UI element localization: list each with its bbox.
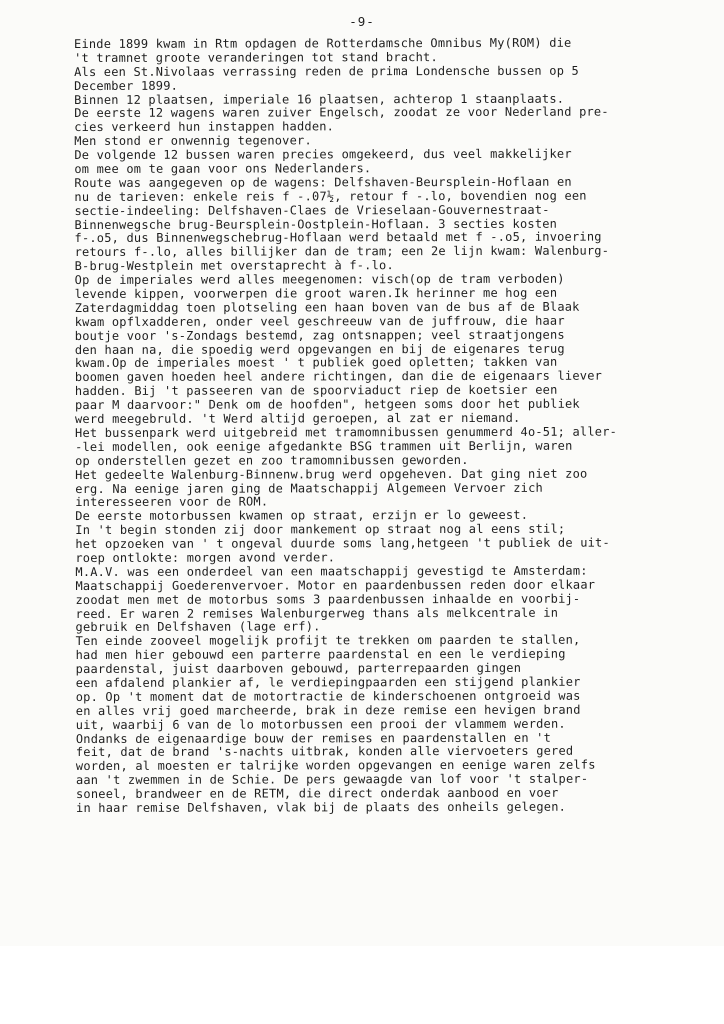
text-line: sectie-indeeling: Delfshaven-Claes de Vrieselaan-Gouvernestraat- bbox=[74, 202, 550, 218]
text-line: Route was aangegeven op de wagens: Delfshaven-Beursplein-Hoflaan en bbox=[74, 174, 572, 190]
text-line: uit, waarbij 6 van de lo motorbussen een prooi der vlammem werden. bbox=[75, 716, 566, 732]
text-line: boutje voor 's-Zondags bestemd, zag ontsnappen; veel straatjongens bbox=[74, 327, 565, 343]
text-line: Ondanks de eigenaardige bouw der remises en paardenstallen en 't bbox=[75, 730, 552, 746]
text-line: het opzoeken van ' t ongeval duurde soms lang,hetgeen 't publiek de uit- bbox=[75, 535, 610, 552]
text-line: De volgende 12 bussen waren precies omgekeerd, dus veel makkelijker bbox=[74, 146, 572, 163]
text-line: zoodat men met de motorbus soms 3 paardenbussen inhaalde en voorbij- bbox=[75, 591, 581, 607]
text-line: had men hier gebouwd een parterre paardenstal en een le verdieping bbox=[75, 646, 566, 663]
text-line: cies verkeerd hun instappen hadden. bbox=[74, 119, 335, 135]
text-line: M.A.V. was een onderdeel van een maatschappij gevestigd te Amsterdam: bbox=[75, 563, 588, 579]
text-line: den haan na, die spoedig werd opgevangen en bij de eigenares terug bbox=[74, 341, 565, 357]
page-number: -9- bbox=[349, 14, 375, 29]
text-line: interesseeren voor de ROM. bbox=[75, 494, 269, 510]
text-line: Het gedeelte Walenburg-Binnenw.brug werd opgeheven. Dat ging niet zoo bbox=[75, 466, 588, 482]
text-line: paar M daarvoor:" Denk om de hoofden", hetgeen soms door het publiek bbox=[74, 396, 580, 413]
text-line: kwam.Op de imperiales moest ' t publiek goed opletten; takken van bbox=[74, 355, 558, 371]
text-line: nu de tarieven: enkele reis f -.07½, retour f -.lo, bovendien nog een bbox=[74, 188, 587, 204]
text-line: in haar remise Delfshaven, vlak bij de plaats des onheils gelegen. bbox=[75, 799, 567, 815]
text-line: retours f-.lo, alles billijker dan de tram; een 2e lijn kwam: Walenburg- bbox=[74, 243, 610, 260]
text-line: op. Op 't moment dat de motortractie de kinderschoenen ontgroeid was bbox=[75, 688, 581, 704]
text-line: erg. Na eenige jaren ging de Maatschappij Algemeen Vervoer zich bbox=[75, 480, 543, 496]
text-line: Maatschappij Goederenvervoer. Motor en paardenbussen reden door elkaar bbox=[75, 577, 596, 593]
text-line: December 1899. bbox=[74, 78, 179, 93]
text-line: -lei modellen, ook eenige afgedankte BSG trammen uit Berlijn, waren bbox=[75, 438, 573, 454]
text-line: roep ontlokte: morgen avond verder. bbox=[75, 550, 336, 565]
text-line: Men stond er onwennig tegenover. bbox=[74, 133, 312, 149]
text-line: soneel, brandweer en de RETM, die direct onderdak aanbood en voer bbox=[75, 785, 559, 802]
text-line: reed. Er waren 2 remises Walenburgerweg thans als melkcentrale in bbox=[75, 605, 559, 621]
scan-margin bbox=[0, 946, 724, 1024]
text-line: Einde 1899 kwam in Rtm opdagen de Rotterdamsche Omnibus My(ROM) die bbox=[73, 35, 572, 51]
text-line: Op de imperiales werd alles meegenomen: visch(op de tram verboden) bbox=[74, 271, 565, 288]
text-line: f-.o5, dus Binnenwegschebrug-Hoflaan werd betaald met f -.o5, invoering bbox=[74, 230, 602, 246]
text-line: boomen gaven hoeden heel andere richtingen, dan die de eigenaars liever bbox=[74, 368, 603, 385]
text-line: Zaterdagmiddag toen plotseling een haan boven van de bus af de Blaak bbox=[74, 299, 580, 315]
text-line: om mee om te gaan voor ons Nederlanders. bbox=[74, 161, 372, 177]
text-line: Binnen 12 plaatsen, imperiale 16 plaatsen, achterop 1 staanplaats. bbox=[74, 91, 565, 107]
text-line: kwam opflxadderen, onder veel geschreeuw van de juffrouw, die haar bbox=[74, 313, 565, 329]
text-line: aan 't zwemmen in de Schie. De pers gewaagde van lof voor 't stalper- bbox=[75, 771, 589, 788]
text-line: De eerste 12 wagens waren zuiver Engelsch, zoodat ze voor Nederland pre- bbox=[74, 105, 609, 121]
text-line: en alles vrij goed marcheerde, brak in deze remise een hevigen brand bbox=[75, 702, 581, 718]
text-line: Ten einde zooveel mogelijk profijt te trekken om paarden te stallen, bbox=[75, 632, 581, 649]
text-line: De eerste motorbussen kwamen op straat, erzijn er lo geweest. bbox=[75, 508, 529, 524]
text-line: levende kippen, voorwerpen die groot waren.Ik herinner me hog een bbox=[74, 285, 558, 302]
text-line: een afdalend plankier af, le verdiepingpaarden een stijgend plankier bbox=[75, 674, 581, 690]
text-line: Als een St.Nivolaas verrassing reden de prima Londensche bussen op 5 bbox=[74, 63, 579, 79]
typewritten-body bbox=[74, 36, 716, 816]
text-line: 't tramnet groote veranderingen tot stand bracht. bbox=[74, 49, 438, 65]
text-line: B-brug-Westplein met overstaprecht à f-.lo. bbox=[74, 258, 394, 274]
text-line: feit, dat de brand 's-nachts uitbrak, konden alle viervoeters gered bbox=[75, 744, 574, 760]
text-line: In 't begin stonden zij door mankement op straat nog al eens stil; bbox=[75, 521, 566, 538]
text-line: worden, al moesten er talrijke worden opgevangen en eenige waren zelfs bbox=[75, 757, 596, 774]
text-line: Het bussenpark werd uitgebreid met tramomnibussen genummerd 4o-51; aller- bbox=[75, 424, 618, 440]
text-line: Binnenwegsche brug-Beursplein-Oostplein-Hoflaan. 3 secties kosten bbox=[74, 216, 558, 232]
text-line: werd meegebruld. 't Werd altijd geroepen, al zat er niemand. bbox=[74, 410, 521, 427]
text-line: hadden. Bij 't passeeren van de spoorviaduct riep de koetsier een bbox=[74, 383, 558, 399]
text-line: paardenstal, juist daarboven gebouwd, parterrepaarden gingen bbox=[75, 660, 522, 677]
text-line: gebruik en Delfshaven (lage erf). bbox=[75, 619, 321, 635]
text-line: op onderstellen gezet en zoo tramomnibussen geworden. bbox=[75, 452, 469, 468]
